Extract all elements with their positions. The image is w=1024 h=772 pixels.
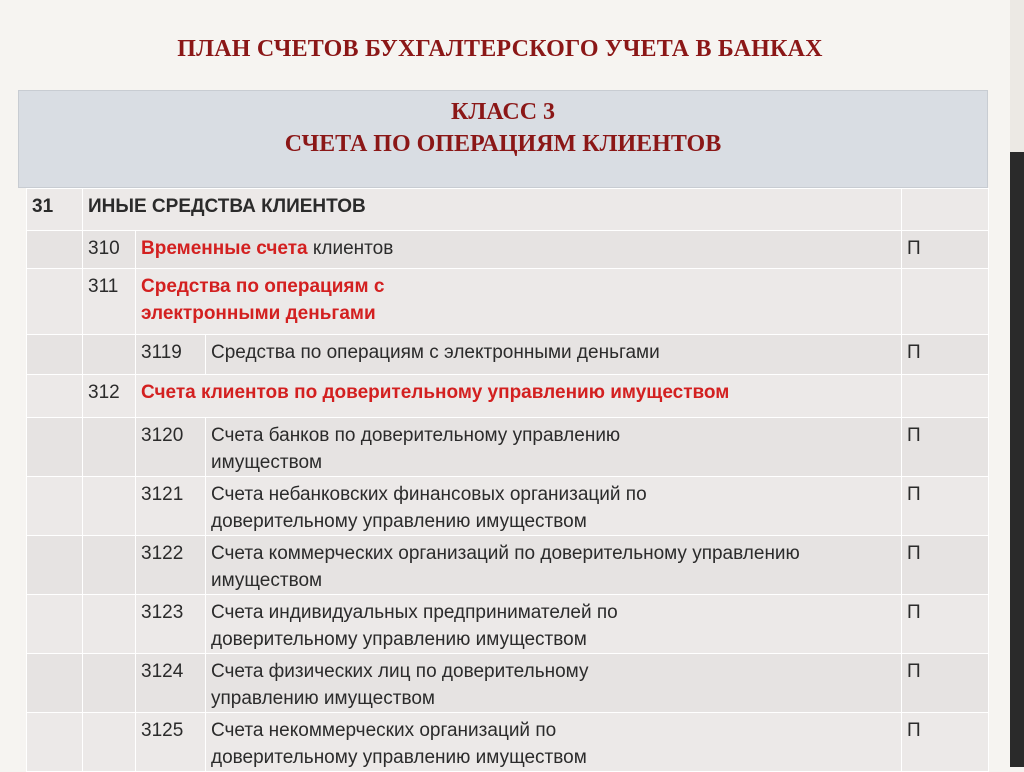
empty-cell — [27, 375, 83, 418]
account-name — [206, 477, 902, 536]
account-code: 3124 — [136, 654, 206, 713]
empty-cell — [83, 654, 136, 713]
account-type: П — [902, 418, 989, 477]
empty-cell — [27, 654, 83, 713]
account-code: 3122 — [136, 536, 206, 595]
table-row — [27, 375, 989, 418]
account-name — [136, 231, 902, 269]
account-type: П — [902, 335, 989, 375]
account-name-highlight: Временные счета — [141, 238, 308, 259]
account-type — [902, 375, 989, 418]
table-row — [27, 418, 989, 477]
account-code: 3121 — [136, 477, 206, 536]
table-row — [27, 269, 989, 335]
account-name — [206, 713, 902, 772]
empty-cell — [27, 231, 83, 269]
account-name — [206, 418, 902, 477]
table-row — [27, 231, 989, 269]
account-type: П — [902, 595, 989, 654]
empty-cell — [27, 536, 83, 595]
account-name-text: Средства по операциям с электронными деньгами — [141, 276, 385, 324]
empty-cell — [83, 595, 136, 654]
account-name-rest: клиентов — [307, 238, 394, 259]
table-row — [27, 335, 989, 375]
class-number: КЛАСС 3 — [450, 99, 556, 125]
account-code: 312 — [83, 375, 136, 418]
account-name-text: Счета индивидуальных предпринимателей по доверительному управлению имуществом — [211, 602, 618, 650]
account-code: 3120 — [136, 418, 206, 477]
account-name — [136, 269, 902, 335]
table-row — [27, 713, 989, 772]
account-type — [902, 269, 989, 335]
empty-cell — [27, 335, 83, 375]
slide-accent-bar — [1010, 152, 1024, 767]
empty-cell — [27, 477, 83, 536]
class-name: СЧЕТА ПО ОПЕРАЦИЯМ КЛИЕНТОВ — [284, 131, 722, 157]
empty-cell — [83, 713, 136, 772]
table-row — [27, 654, 989, 713]
empty-cell — [83, 536, 136, 595]
empty-cell — [27, 269, 83, 335]
table-row — [27, 536, 989, 595]
empty-cell — [83, 477, 136, 536]
account-code: 3125 — [136, 713, 206, 772]
account-name — [206, 536, 902, 595]
account-name-text: Счета небанковских финансовых организаций по доверительному управлению имуществом — [211, 484, 647, 532]
empty-cell — [83, 335, 136, 375]
account-code: 3119 — [136, 335, 206, 375]
account-type — [902, 189, 989, 231]
empty-cell — [27, 713, 83, 772]
account-name-text: Счета физических лиц по доверительному управлению имуществом — [211, 661, 589, 709]
accounts-table — [26, 188, 989, 772]
account-code: 310 — [83, 231, 136, 269]
table-row — [27, 595, 989, 654]
account-name — [206, 654, 902, 713]
empty-cell — [27, 595, 83, 654]
account-name: Средства по операциям с электронными деньгами — [206, 335, 902, 375]
account-type: П — [902, 713, 989, 772]
account-code: 31 — [27, 189, 83, 231]
table-row — [27, 477, 989, 536]
account-type: П — [902, 231, 989, 269]
account-name — [206, 595, 902, 654]
account-type: П — [902, 477, 989, 536]
account-name-text: Счета банков по доверительному управлению имуществом — [211, 425, 621, 473]
account-type: П — [902, 654, 989, 713]
slide-title: ПЛАН СЧЕТОВ БУХГАЛТЕРСКОГО УЧЕТА В БАНКАХ — [177, 36, 823, 62]
empty-cell — [83, 418, 136, 477]
account-code: 311 — [83, 269, 136, 335]
class-header — [18, 90, 988, 188]
table-row — [27, 189, 989, 231]
account-name: Счета клиентов по доверительному управлению имуществом — [136, 375, 902, 418]
account-code: 3123 — [136, 595, 206, 654]
empty-cell — [27, 418, 83, 477]
account-type: П — [902, 536, 989, 595]
account-name-text: Счета коммерческих организаций по доверительному управлению имуществом — [211, 543, 800, 591]
account-name-text: Счета некоммерческих организаций по доверительному управлению имуществом — [211, 720, 587, 768]
account-name: ИНЫЕ СРЕДСТВА КЛИЕНТОВ — [83, 189, 902, 231]
